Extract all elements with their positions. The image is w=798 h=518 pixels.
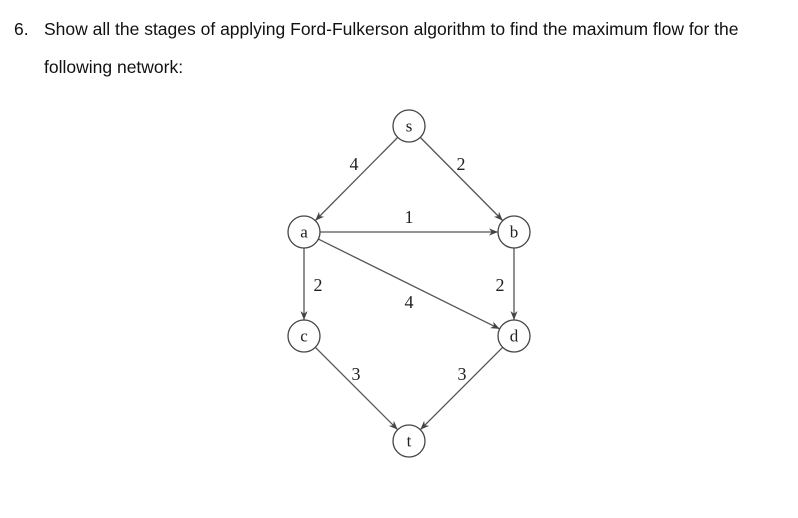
edge-s-b (420, 137, 502, 220)
node-t (393, 425, 425, 457)
node-label-s: s (405, 116, 413, 136)
capacity-label-a-c: 2 (313, 275, 323, 295)
capacity-label-c-t: 3 (351, 364, 361, 384)
question-text: Show all the stages of applying Ford-Fulkerson algorithm to find the maximum flow for the following network: (44, 19, 739, 77)
node-c (288, 320, 320, 352)
node-d (498, 320, 530, 352)
capacity-label-d-t: 3 (457, 364, 467, 384)
node-s (393, 110, 425, 142)
question-number: 6. (14, 19, 29, 39)
edge-a-d (318, 239, 499, 329)
capacity-label-s-a: 4 (349, 154, 359, 174)
node-label-d: d (509, 326, 519, 346)
node-b (498, 216, 530, 248)
edge-d-t (420, 347, 502, 429)
node-label-t: t (406, 431, 412, 451)
node-label-c: c (300, 326, 308, 346)
node-label-b: b (509, 222, 519, 242)
node-a (288, 216, 320, 248)
capacity-label-a-b: 1 (404, 207, 414, 227)
capacity-label-a-d: 4 (404, 292, 414, 312)
capacity-label-s-b: 2 (456, 154, 466, 174)
node-label-a: a (300, 222, 308, 242)
edge-c-t (315, 347, 397, 429)
capacity-label-b-d: 2 (495, 275, 505, 295)
edge-s-a (315, 137, 397, 220)
